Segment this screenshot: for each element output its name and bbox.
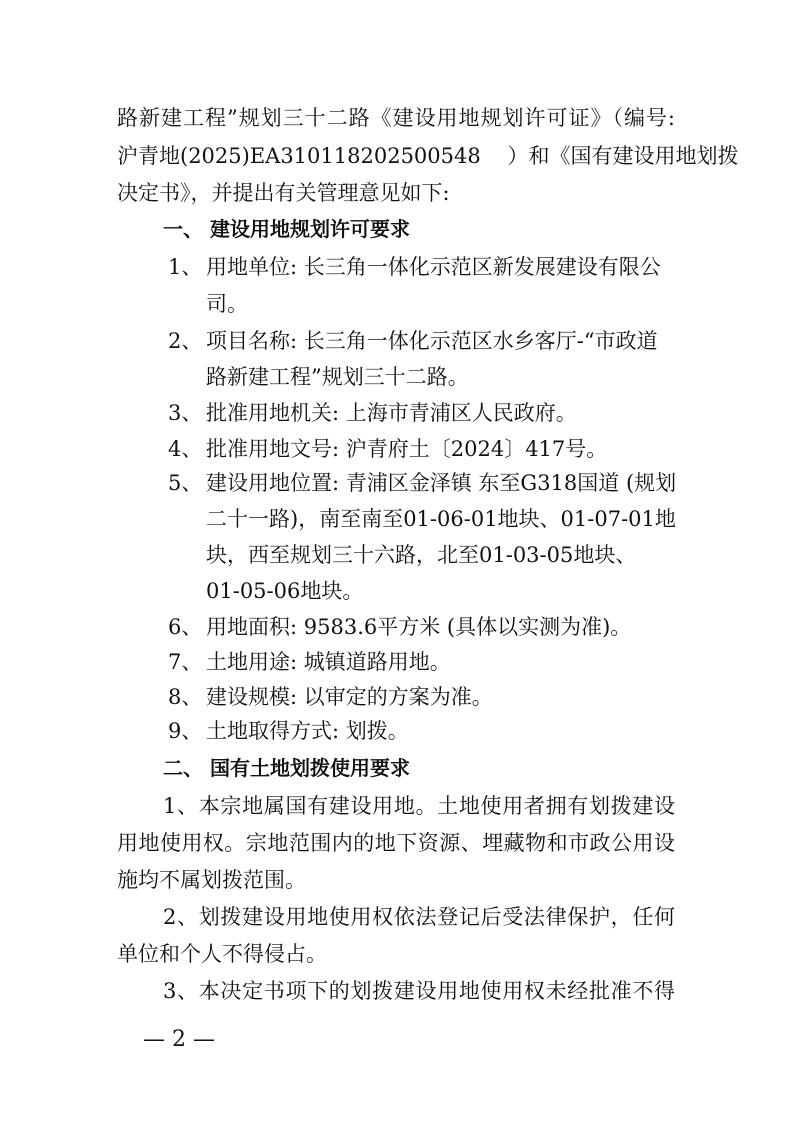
section-2-heading: 二、 国有土地划拨使用要求 — [163, 756, 410, 780]
item-2-number: 2、 — [168, 329, 203, 353]
item-1-line-1: 用地单位: 长三角一体化示范区新发展建设有限公 — [206, 255, 661, 279]
intro-line-2 — [117, 141, 738, 171]
item-1-number: 1、 — [168, 255, 203, 279]
item-7-number: 7、 — [168, 650, 203, 674]
item-2-line-2: 路新建工程”规划三十二路。 — [206, 365, 469, 389]
item-6-line-1: 用地面积: 9583.6平方米 (具体以实测为准)。 — [206, 615, 632, 639]
item-5-line-3: 块，西至规划三十六路，北至01-03-05地块、 — [206, 543, 637, 567]
paragraph-3-line-1: 3、本决定书项下的划拨建设用地使用权未经批准不得 — [163, 979, 675, 1003]
item-4-number: 4、 — [168, 437, 203, 461]
item-8-line-1: 建设规模: 以审定的方案为准。 — [206, 685, 493, 709]
item-3-number: 3、 — [168, 401, 203, 425]
item-5-number: 5、 — [168, 471, 203, 495]
item-2-line-1: 项目名称: 长三角一体化示范区水乡客厅-“市政道 — [206, 329, 658, 353]
item-9-line-1: 土地取得方式: 划拨。 — [206, 719, 409, 743]
page-number: — 2 — — [143, 1027, 215, 1052]
paragraph-2-line-1: 2、划拨建设用地使用权依法登记后受法律保护，任何 — [163, 905, 675, 929]
section-1-heading: 一、 建设用地规划许可要求 — [163, 217, 410, 241]
paragraph-1-line-3: 施均不属划拨范围。 — [117, 868, 306, 892]
item-6-number: 6、 — [168, 615, 203, 639]
item-3-line-1: 批准用地机关: 上海市青浦区人民政府。 — [206, 401, 577, 425]
item-1-line-2: 司。 — [206, 292, 248, 316]
item-5-line-2: 二十一路)，南至南至01-06-01地块、01-07-01地 — [206, 507, 676, 531]
paragraph-1-line-2: 用地使用权。宗地范围内的地下资源、埋藏物和市政公用设 — [117, 831, 675, 855]
intro-line-2-rest: ）和《国有建设用地划拨 — [507, 144, 739, 168]
item-9-number: 9、 — [168, 719, 203, 743]
item-8-number: 8、 — [168, 685, 203, 709]
permit-number-tail: 8 — [467, 144, 481, 168]
paragraph-1-line-1: 1、本宗地属国有建设用地。土地使用者拥有划拨建设 — [163, 794, 675, 818]
paragraph-2-line-2: 单位和个人不得侵占。 — [117, 942, 327, 966]
permit-number: 沪青地(2025)EA31011820250054 — [117, 144, 468, 168]
item-5-line-4: 01-05-06地块。 — [206, 579, 364, 603]
intro-line-3: 决定书》，并提出有关管理意见如下: — [117, 181, 450, 205]
item-4-line-1: 批准用地文号: 沪青府土〔2024〕417号。 — [206, 437, 608, 461]
intro-line-1: 路新建工程”规划三十二路《建设用地规划许可证》（编号: — [117, 106, 675, 130]
item-7-line-1: 土地用途: 城镇道路用地。 — [206, 650, 451, 674]
item-5-line-1: 建设用地位置: 青浦区金泽镇 东至G318国道 (规划 — [206, 471, 677, 495]
